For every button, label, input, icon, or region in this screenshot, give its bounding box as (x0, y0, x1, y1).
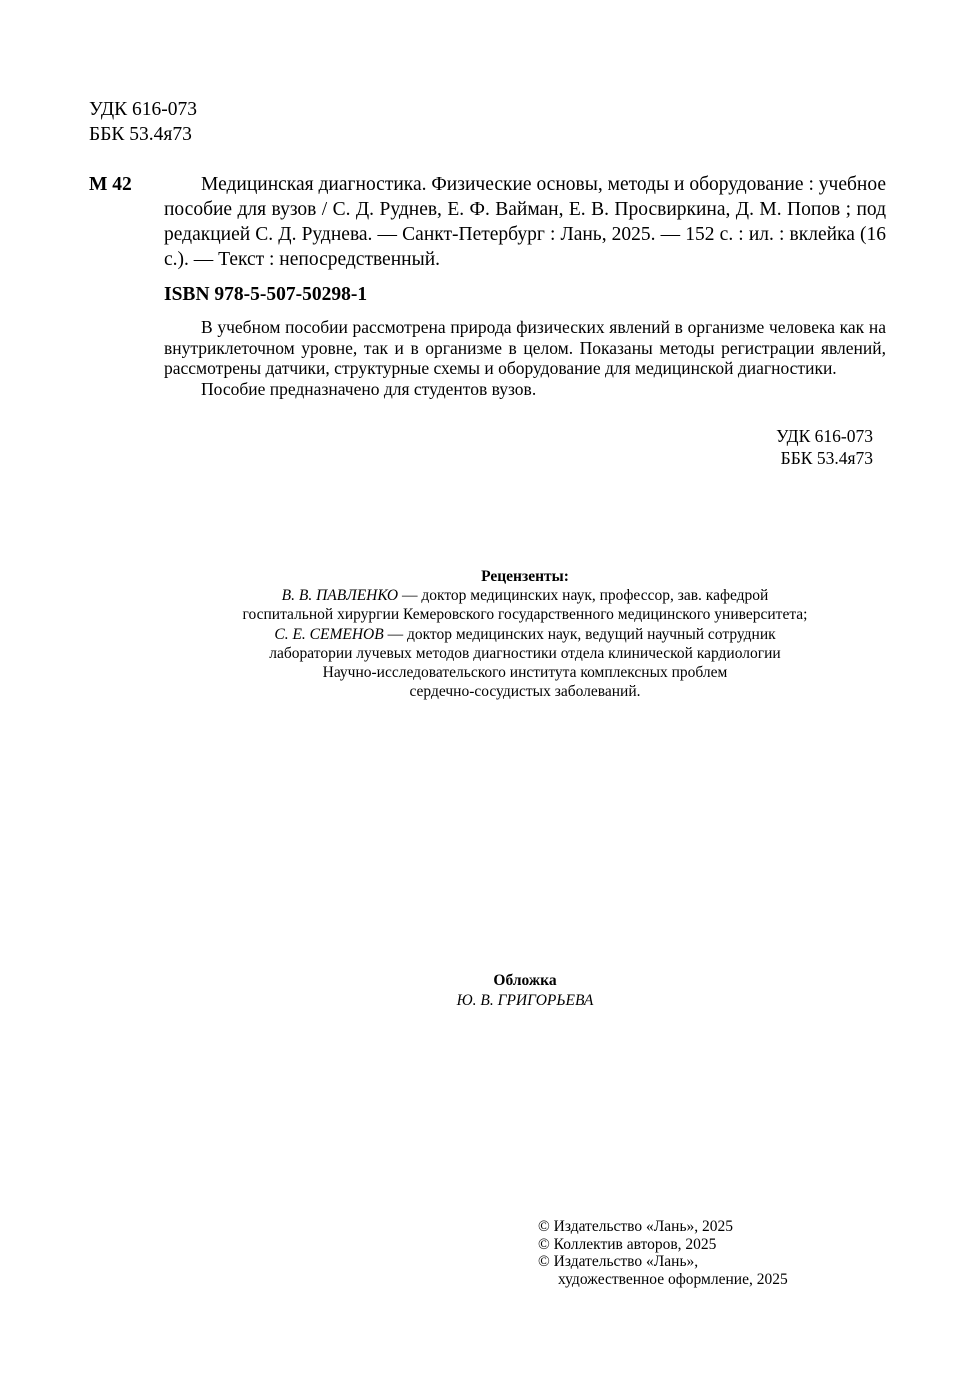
reviewer-2-affiliation-2: Научно-исследовательского института комплексных проблем (322, 664, 728, 682)
classification-codes-right (660, 425, 873, 469)
copyright-line: художественное оформление, 2025 (558, 1270, 788, 1288)
cover-designer: Ю. В. ГРИГОРЬЕВА (456, 991, 594, 1009)
reviewer-2-affiliation-1: лаборатории лучевых методов диагностики отдела клинической кардиологии (269, 644, 781, 662)
audience-note: Пособие предназначено для студентов вузов. (201, 378, 537, 399)
cover-credit (300, 971, 750, 1010)
udk-code: УДК 616-073 (89, 99, 198, 120)
reviewer-2 (150, 625, 900, 644)
classification-codes-top (89, 97, 197, 147)
abstract-paragraph: В учебном пособии рассмотрена природа физических явлений в организме человека как на внутриклеточном уровне, так и в организме в целом. Показаны методы регистрации явлений, рассмотрены датчики, структурные схемы и оборудование для медицинской диагностики. (164, 317, 886, 378)
reviewer-2-affiliation-3: сердечно-сосудистых заболеваний. (409, 683, 641, 701)
copyright-line: © Издательство «Лань», (538, 1253, 699, 1270)
bbk-code: ББК 53.4я73 (89, 124, 192, 145)
reviewers-heading: Рецензенты: (481, 568, 569, 585)
reviewer-1-title: — доктор медицинских наук, профессор, зав. кафедрой (398, 587, 769, 605)
reviewer-1 (150, 586, 900, 605)
author-sign-code: М 42 (89, 174, 132, 195)
bibliographic-description: Медицинская диагностика. Физические основы, методы и оборудование : учебное пособие для вузов / С. Д. Руднев, Е. Ф. Вайман, Е. В. Просвиркина, Д. М. Попов ; под редакцией С. Д. Руднева. — Санкт-Петербург : Лань, 2025. — 152 с. : ил. : вклейка (16 с.). — Текст : непосредственный. (164, 174, 886, 270)
copyright-line: © Коллектив авторов, 2025 (538, 1235, 717, 1253)
reviewer-2-title: — доктор медицинских наук, ведущий научный сотрудник (383, 625, 776, 643)
bbk-code-right: ББК 53.4я73 (780, 448, 873, 468)
reviewer-1-affiliation: госпитальной хирургии Кемеровского государственного медицинского университета; (242, 606, 808, 624)
udk-code-right: УДК 616-073 (776, 426, 873, 446)
reviewer-2-name: С. Е. СЕМЕНОВ (274, 625, 384, 643)
reviewers-block (150, 567, 900, 701)
copyright-line: © Издательство «Лань», 2025 (538, 1218, 734, 1235)
abstract (164, 317, 886, 399)
copyright-block (538, 1218, 788, 1288)
cover-heading: Обложка (493, 972, 557, 989)
reviewer-1-name: В. В. ПАВЛЕНКО (281, 587, 399, 605)
isbn: ISBN 978-5-507-50298-1 (164, 284, 368, 305)
